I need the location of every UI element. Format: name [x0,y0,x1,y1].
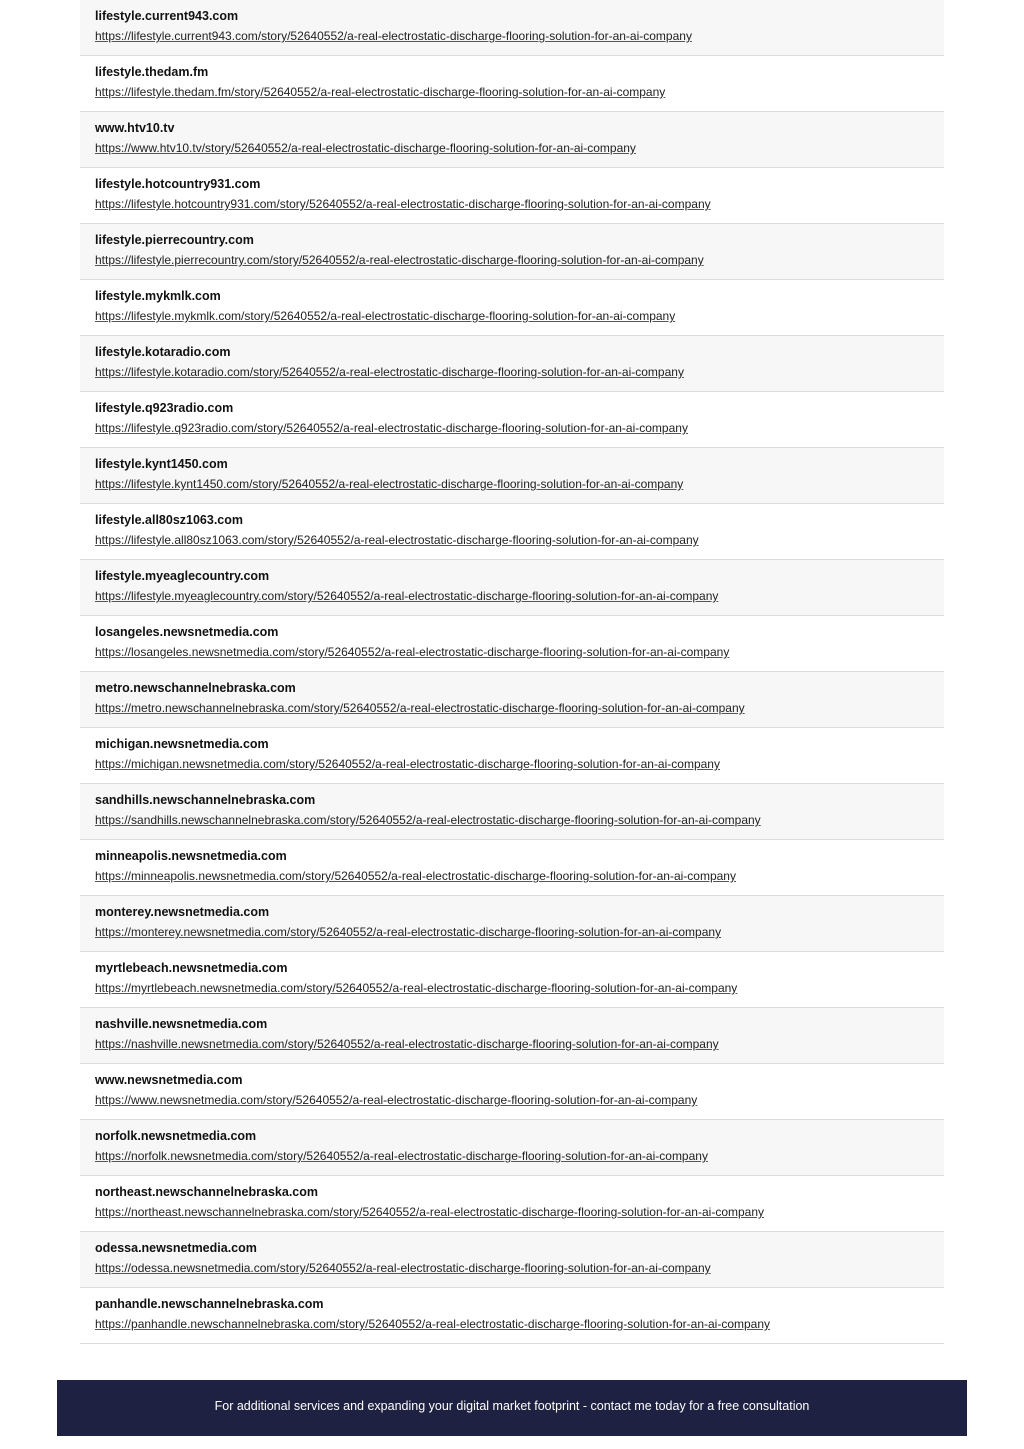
list-item [80,1232,944,1288]
list-item [80,840,944,896]
entry-url-link[interactable]: https://lifestyle.q923radio.com/story/52640552/a-real-electrostatic-discharge-flooring-solution-for-an-ai-company [95,421,688,435]
entry-url-link[interactable]: https://lifestyle.hotcountry931.com/story/52640552/a-real-electrostatic-discharge-flooring-solution-for-an-ai-company [95,197,711,211]
entry-url-link[interactable]: https://panhandle.newschannelnebraska.com/story/52640552/a-real-electrostatic-discharge-flooring-solution-for-an-ai-company [95,1317,771,1331]
list-item [80,896,944,952]
entry-domain: lifestyle.kynt1450.com [95,457,228,471]
entry-domain: panhandle.newschannelnebraska.com [95,1297,324,1311]
entry-url-link[interactable]: https://lifestyle.pierrecountry.com/story/52640552/a-real-electrostatic-discharge-flooring-solution-for-an-ai-company [95,253,704,267]
entry-domain: lifestyle.pierrecountry.com [95,233,254,247]
list-item [80,56,944,112]
entry-url-link[interactable]: https://www.htv10.tv/story/52640552/a-real-electrostatic-discharge-flooring-solution-for-an-ai-company [95,141,636,155]
entry-url-link[interactable]: https://odessa.newsnetmedia.com/story/52640552/a-real-electrostatic-discharge-flooring-solution-for-an-ai-company [95,1261,711,1275]
list-item [80,280,944,336]
entry-domain: lifestyle.q923radio.com [95,401,234,415]
entry-domain: sandhills.newschannelnebraska.com [95,793,316,807]
entry-url-link[interactable]: https://lifestyle.myeaglecountry.com/story/52640552/a-real-electrostatic-discharge-flooring-solution-for-an-ai-company [95,589,719,603]
entry-url-link[interactable]: https://monterey.newsnetmedia.com/story/52640552/a-real-electrostatic-discharge-flooring-solution-for-an-ai-company [95,925,722,939]
entry-domain: www.newsnetmedia.com [95,1073,243,1087]
entry-domain: lifestyle.kotaradio.com [95,345,231,359]
entry-domain: lifestyle.myeaglecountry.com [95,569,270,583]
entry-domain: lifestyle.all80sz1063.com [95,513,244,527]
entry-domain: lifestyle.hotcountry931.com [95,177,261,191]
entry-domain: michigan.newsnetmedia.com [95,737,269,751]
list-item [80,728,944,784]
entry-url-link[interactable]: https://lifestyle.kynt1450.com/story/52640552/a-real-electrostatic-discharge-flooring-solution-for-an-ai-company [95,477,684,491]
entry-domain: nashville.newsnetmedia.com [95,1017,268,1031]
entry-url-link[interactable]: https://northeast.newschannelnebraska.com/story/52640552/a-real-electrostatic-discharge-flooring-solution-for-an-ai-company [95,1205,765,1219]
footer-banner [57,1380,967,1436]
list-item [80,1064,944,1120]
list-item [80,1120,944,1176]
entry-domain: monterey.newsnetmedia.com [95,905,270,919]
list-item [80,952,944,1008]
entry-domain: lifestyle.mykmlk.com [95,289,221,303]
entry-url-link[interactable]: https://myrtlebeach.newsnetmedia.com/story/52640552/a-real-electrostatic-discharge-flooring-solution-for-an-ai-company [95,981,738,995]
list-item [80,0,944,56]
list-item [80,560,944,616]
list-item [80,616,944,672]
entry-url-link[interactable]: https://lifestyle.thedam.fm/story/52640552/a-real-electrostatic-discharge-flooring-solution-for-an-ai-company [95,85,666,99]
distribution-list [80,0,944,1344]
entry-domain: northeast.newschannelnebraska.com [95,1185,318,1199]
list-item [80,504,944,560]
entry-url-link[interactable]: https://sandhills.newschannelnebraska.com/story/52640552/a-real-electrostatic-discharge-flooring-solution-for-an-ai-company [95,813,761,827]
entry-url-link[interactable]: https://www.newsnetmedia.com/story/52640552/a-real-electrostatic-discharge-flooring-solution-for-an-ai-company [95,1093,698,1107]
list-item [80,784,944,840]
list-item [80,448,944,504]
list-item [80,168,944,224]
entry-url-link[interactable]: https://nashville.newsnetmedia.com/story/52640552/a-real-electrostatic-discharge-flooring-solution-for-an-ai-company [95,1037,719,1051]
entry-url-link[interactable]: https://lifestyle.kotaradio.com/story/52640552/a-real-electrostatic-discharge-flooring-solution-for-an-ai-company [95,365,684,379]
list-item [80,1288,944,1344]
entry-url-link[interactable]: https://losangeles.newsnetmedia.com/story/52640552/a-real-electrostatic-discharge-flooring-solution-for-an-ai-company [95,645,730,659]
entry-url-link[interactable]: https://metro.newschannelnebraska.com/story/52640552/a-real-electrostatic-discharge-flooring-solution-for-an-ai-company [95,701,745,715]
entry-domain: lifestyle.thedam.fm [95,65,209,79]
entry-url-link[interactable]: https://lifestyle.all80sz1063.com/story/52640552/a-real-electrostatic-discharge-flooring-solution-for-an-ai-company [95,533,699,547]
entry-domain: www.htv10.tv [95,121,175,135]
entry-domain: odessa.newsnetmedia.com [95,1241,257,1255]
entry-url-link[interactable]: https://lifestyle.mykmlk.com/story/52640552/a-real-electrostatic-discharge-flooring-solution-for-an-ai-company [95,309,676,323]
list-item [80,392,944,448]
entry-domain: lifestyle.current943.com [95,9,239,23]
footer-text: For additional services and expanding your digital market footprint - contact me today for a free consultation [214,1399,810,1413]
entry-url-link[interactable]: https://lifestyle.current943.com/story/52640552/a-real-electrostatic-discharge-flooring-solution-for-an-ai-company [95,29,692,43]
entry-url-link[interactable]: https://norfolk.newsnetmedia.com/story/52640552/a-real-electrostatic-discharge-flooring-solution-for-an-ai-company [95,1149,708,1163]
entry-url-link[interactable]: https://minneapolis.newsnetmedia.com/story/52640552/a-real-electrostatic-discharge-flooring-solution-for-an-ai-company [95,869,736,883]
entry-domain: losangeles.newsnetmedia.com [95,625,279,639]
entry-domain: minneapolis.newsnetmedia.com [95,849,287,863]
list-item [80,224,944,280]
entry-domain: norfolk.newsnetmedia.com [95,1129,257,1143]
entry-url-link[interactable]: https://michigan.newsnetmedia.com/story/52640552/a-real-electrostatic-discharge-flooring-solution-for-an-ai-company [95,757,720,771]
entry-domain: myrtlebeach.newsnetmedia.com [95,961,288,975]
list-item [80,112,944,168]
list-item [80,1176,944,1232]
entry-domain: metro.newschannelnebraska.com [95,681,296,695]
list-item [80,336,944,392]
list-item [80,1008,944,1064]
list-item [80,672,944,728]
